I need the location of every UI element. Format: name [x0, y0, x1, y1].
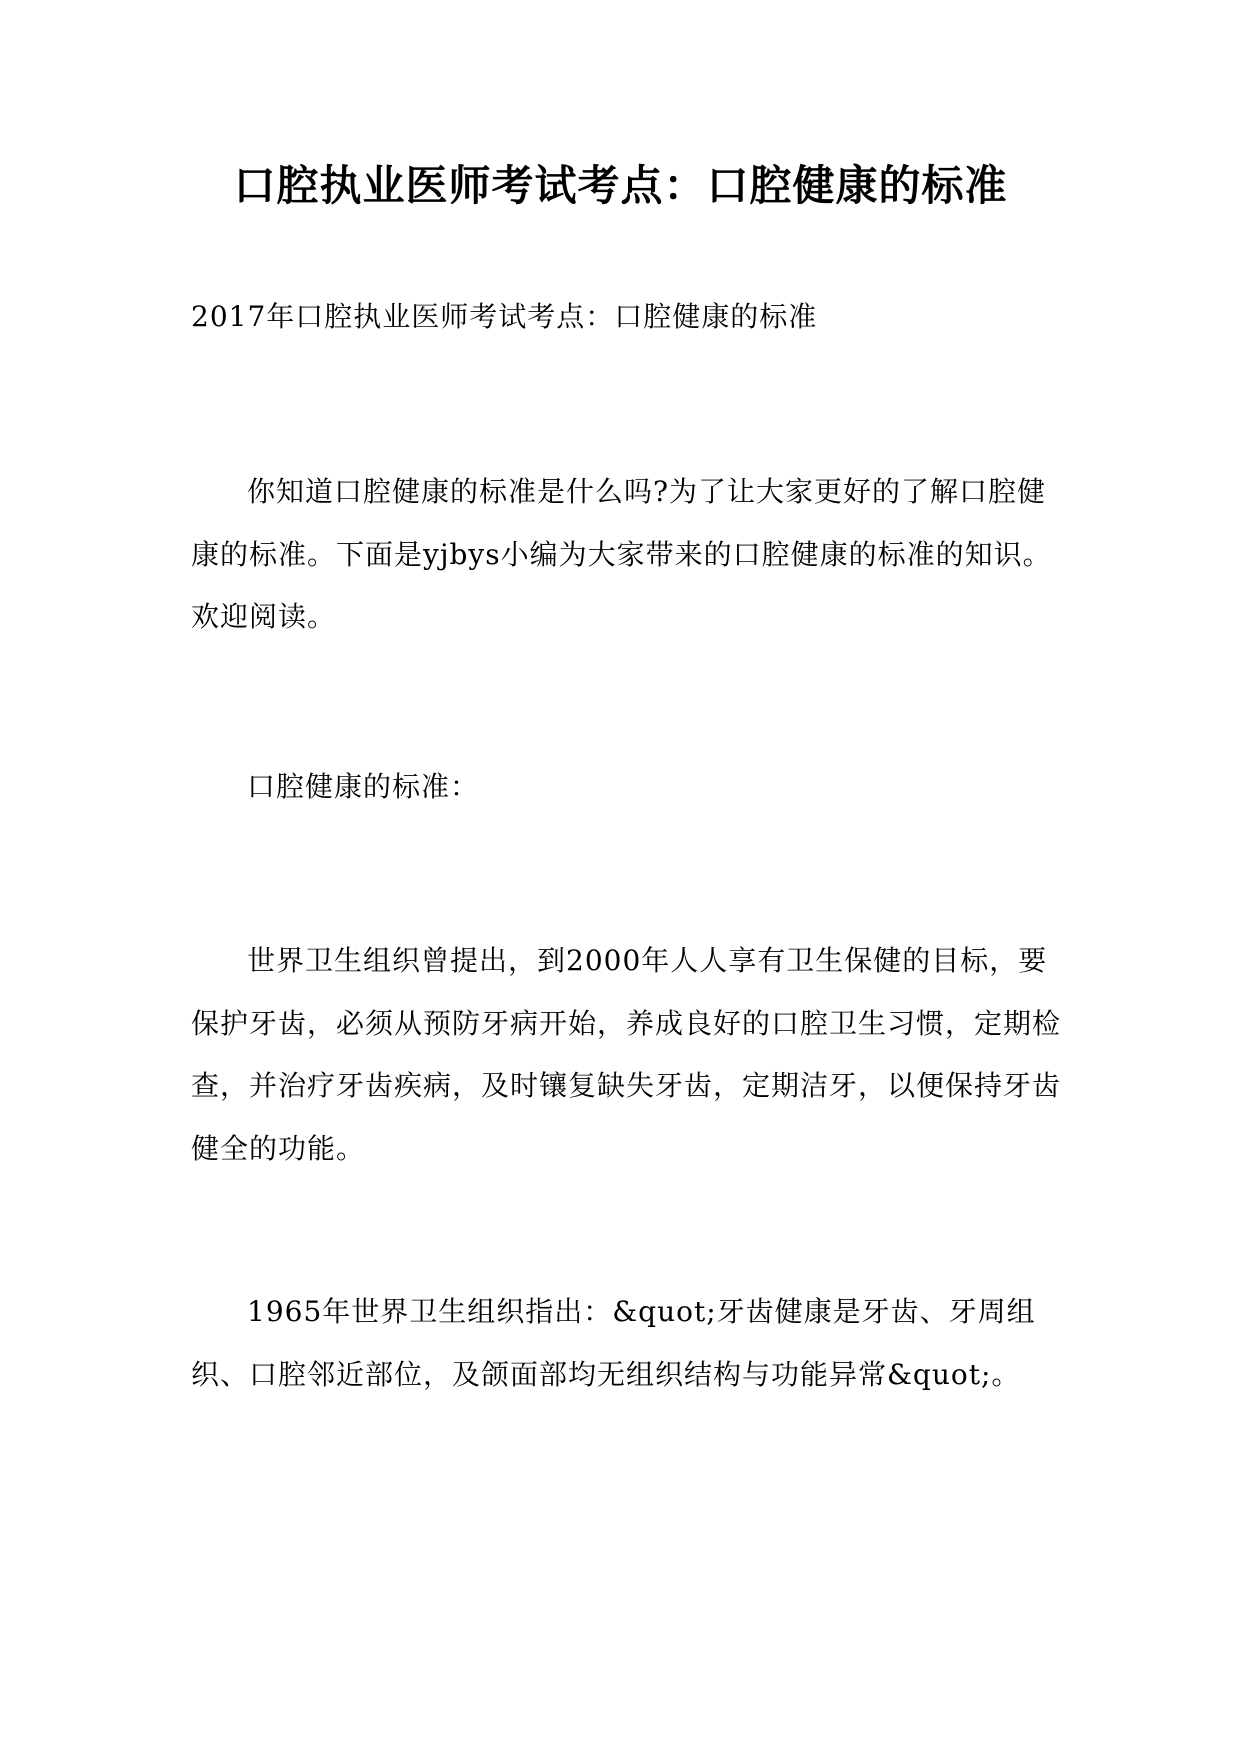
who-1965-paragraph: 1965年世界卫生组织指出：&quot;牙齿健康是牙齿、牙周组织、口腔邻近部位，及颌面部均无组织结构与功能异常&quot;。: [191, 1295, 1036, 1391]
document-title: 口腔执业医师考试考点：口腔健康的标准: [233, 161, 1008, 210]
who-goal-paragraph: 世界卫生组织曾提出，到2000年人人享有卫生保健的目标，要保护牙齿，必须从预防牙病开始，养成良好的口腔卫生习惯，定期检查，并治疗牙齿疾病，及时镶复缺失牙齿，定期洁牙，以便保持牙齿健全的功能。: [191, 944, 1062, 1165]
document-subtitle: 2017年口腔执业医师考试考点：口腔健康的标准: [191, 300, 818, 333]
section-heading: 口腔健康的标准：: [247, 770, 480, 803]
intro-paragraph: 你知道口腔健康的标准是什么吗?为了让大家更好的了解口腔健康的标准。下面是yjbys小编为大家带来的口腔健康的标准的知识。欢迎阅读。: [191, 475, 1052, 633]
